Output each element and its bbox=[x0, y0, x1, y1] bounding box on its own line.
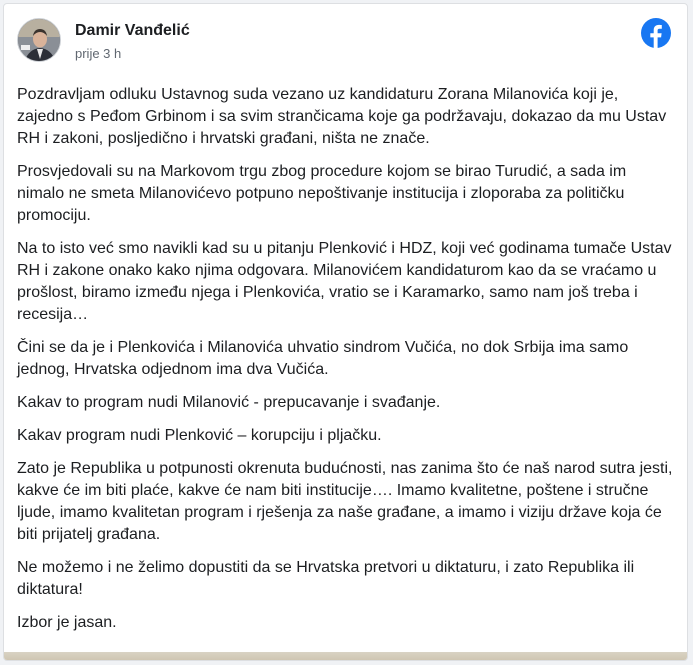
post-paragraph: Čini se da je i Plenkovića i Milanovića uhvatio sindrom Vučića, no dok Srbija ima samo jednog, Hrvatska odjednom ima dva Vučića. bbox=[17, 339, 629, 378]
facebook-post-card bbox=[3, 3, 688, 661]
post-paragraph: Ne možemo i ne želimo dopustiti da se Hrvatska pretvori u diktaturu, i zato Republika ili diktatura! bbox=[17, 559, 635, 598]
attached-image-edge bbox=[4, 652, 687, 660]
post-paragraph: Zato je Republika u potpunosti okrenuta budućnosti, nas zanima što će naš narod sutra jesti, kakve će im biti plaće, kakve će nam biti institucije…. Imamo kvalitetne, poštene i stručne ljude, imamo kvalitetan program i rješenja za naše građane, a imamo i viziju države koja će biti prijatelj građana. bbox=[17, 460, 673, 543]
author-name[interactable]: Damir Vanđelić bbox=[75, 22, 190, 39]
post-paragraph: Kakav program nudi Plenković – korupciju i pljačku. bbox=[17, 427, 382, 444]
facebook-icon[interactable] bbox=[641, 18, 671, 48]
post-paragraph: Na to isto već smo navikli kad su u pitanju Plenković i HDZ, koji već godinama tumače Ustav RH i zakone onako kako njima odgovara. Milanovićem kandidaturom kao da se vraćamo u prošlost, biramo između njega i Plenkovića, vratio se i Karamarko, samo nam još treba i recesija… bbox=[17, 240, 672, 323]
post-paragraph: Pozdravljam odluku Ustavnog suda vezano uz kandidaturu Zorana Milanovića koji je, zajedno s Peđom Grbinom i sa svim strančicama koje ga podržavaju, dokazao da mu Ustav RH i zakoni, posljedično i hrvatski građani, ništa ne znače. bbox=[17, 86, 667, 147]
post-paragraph: Izbor je jasan. bbox=[17, 614, 117, 631]
post-header bbox=[4, 4, 687, 76]
post-body bbox=[17, 84, 675, 645]
avatar-photo-icon bbox=[18, 19, 61, 62]
post-paragraph: Prosvjedovali su na Markovom trgu zbog procedure kojom se birao Turudić, a sada im nimalo ne smeta Milanovićevo potpuno nepoštivanje institucija i zloporaba za političku promociju. bbox=[17, 163, 627, 224]
author-avatar[interactable] bbox=[17, 18, 61, 62]
post-paragraph: Kakav to program nudi Milanović - prepucavanje i svađanje. bbox=[17, 394, 441, 411]
post-timestamp[interactable]: prije 3 h bbox=[75, 46, 122, 61]
